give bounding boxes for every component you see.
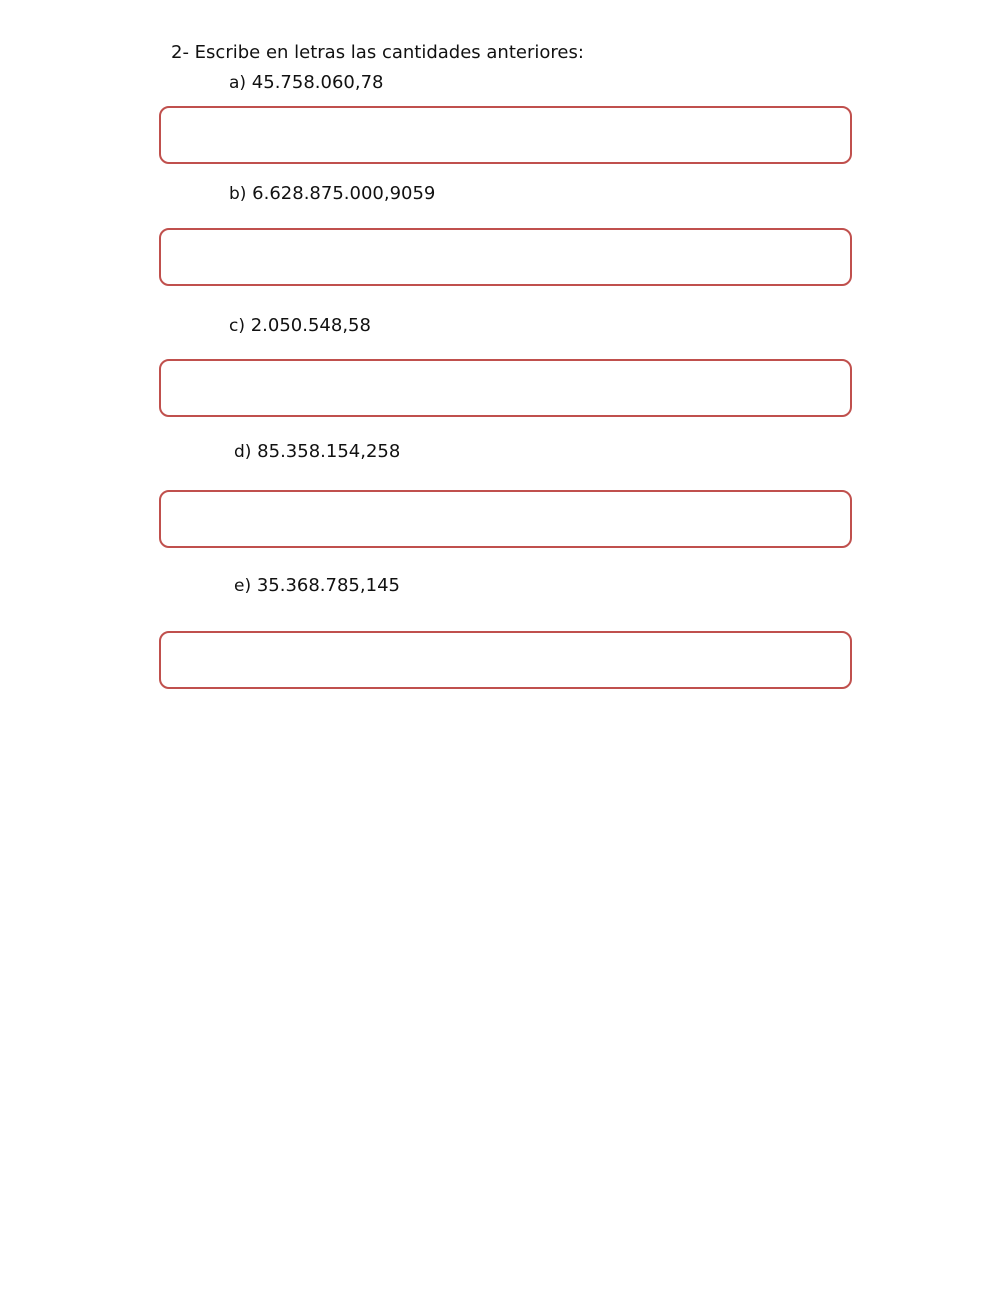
item-number: 2.050.548,58 [250, 315, 371, 336]
answer-box-d[interactable] [159, 490, 852, 548]
answer-box-e[interactable] [159, 631, 852, 689]
item-letter: b) [229, 184, 247, 204]
item-number: 6.628.875.000,9059 [252, 183, 436, 204]
item-number: 85.358.154,258 [257, 441, 401, 462]
answer-box-b[interactable] [159, 228, 852, 286]
item-b-label [229, 183, 435, 204]
item-d-label [234, 441, 400, 462]
item-number: 45.758.060,78 [251, 72, 384, 93]
item-c-label [229, 315, 371, 336]
item-letter: e) [234, 576, 252, 596]
exercise-heading: 2- Escribe en letras las cantidades anteriores: [171, 42, 584, 63]
item-a-label [229, 72, 383, 93]
answer-box-a[interactable] [159, 106, 852, 164]
item-number: 35.368.785,145 [256, 575, 400, 596]
item-letter: c) [229, 316, 245, 336]
answer-box-c[interactable] [159, 359, 852, 417]
item-e-label [234, 575, 400, 596]
item-letter: d) [234, 442, 252, 462]
item-letter: a) [229, 73, 247, 93]
